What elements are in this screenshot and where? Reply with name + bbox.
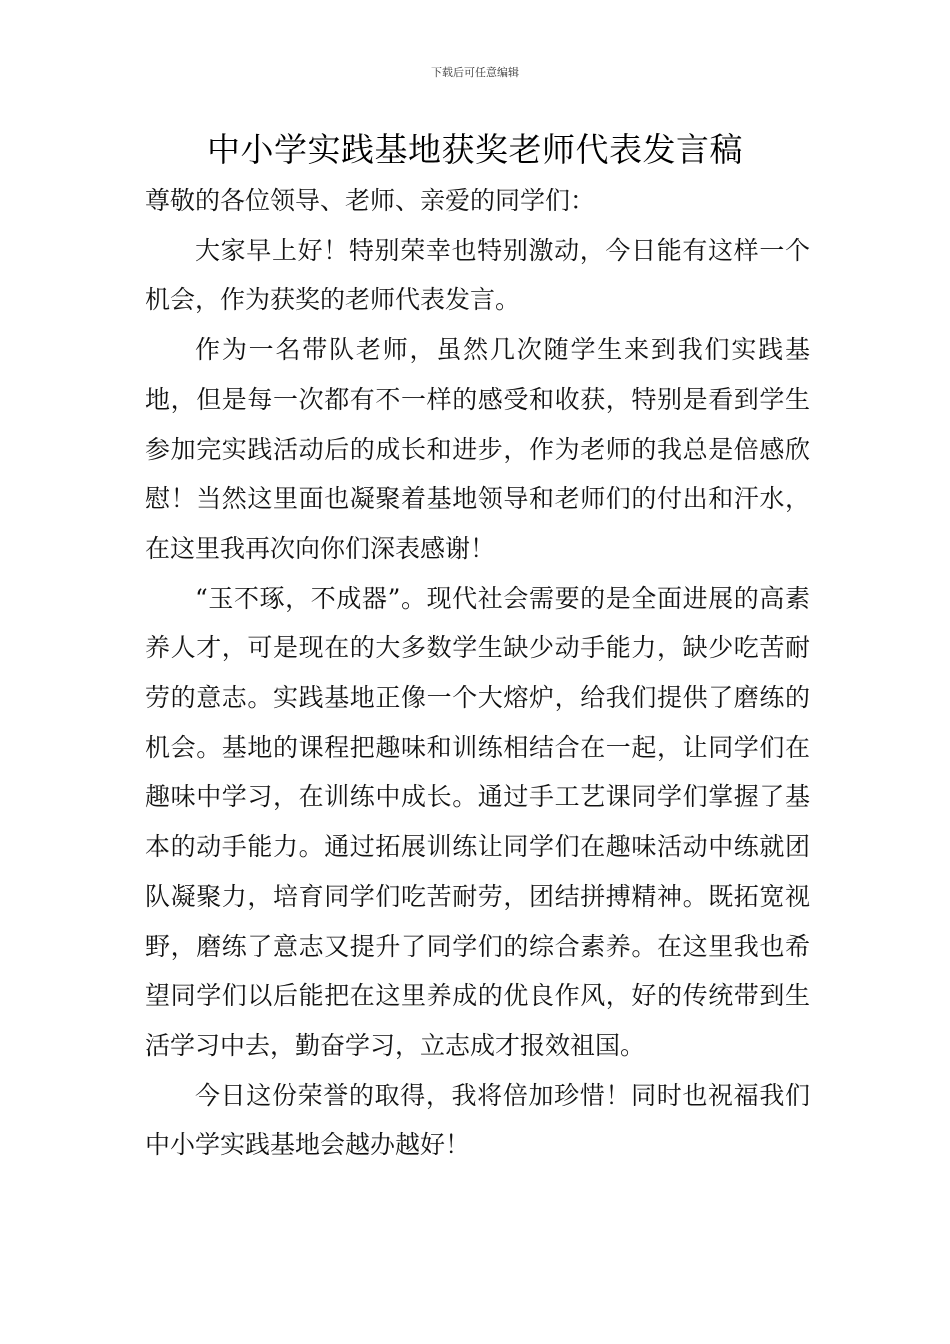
paragraph-experience: 作为一名带队老师，虽然几次随学生来到我们实践基地，但是每一次都有不一样的感受和收获，特别是看到学生参加完实践活动后的成长和进步，作为老师的我总是倍感欣慰！当然这里面也凝聚着基地领导和老师们的付出和汗水，在这里我再次向你们深表感谢！ xyxy=(145,335,810,563)
document-title: 中小学实践基地获奖老师代表发言稿 xyxy=(207,130,743,169)
document-body xyxy=(145,176,810,1170)
header-note: 下载后可任意编辑 xyxy=(431,66,519,79)
paragraph-greeting: 大家早上好！特别荣幸也特别激动，今日能有这样一个机会，作为获奖的老师代表发言。 xyxy=(145,235,810,315)
paragraph-closing: 今日这份荣誉的取得，我将倍加珍惜！同时也祝福我们中小学实践基地会越办越好！ xyxy=(145,1080,810,1160)
paragraph-practice-base: “玉不琢，不成器”。现代社会需要的是全面进展的高素养人才，可是现在的大多数学生缺少动手能力，缺少吃苦耐劳的意志。实践基地正像一个大熔炉，给我们提供了磨练的机会。基地的课程把趣味和训练相结合在一起，让同学们在趣味中学习，在训练中成长。通过手工艺课同学们掌握了基本的动手能力。通过拓展训练让同学们在趣味活动中练就团队凝聚力，培育同学们吃苦耐劳，团结拼搏精神。既拓宽视野，磨练了意志又提升了同学们的综合素养。在这里我也希望同学们以后能把在这里养成的优良作风，好的传统带到生活学习中去，勤奋学习，立志成才报效祖国。 xyxy=(145,583,810,1060)
salutation: 尊敬的各位领导、老师、亲爱的同学们： xyxy=(145,186,596,215)
